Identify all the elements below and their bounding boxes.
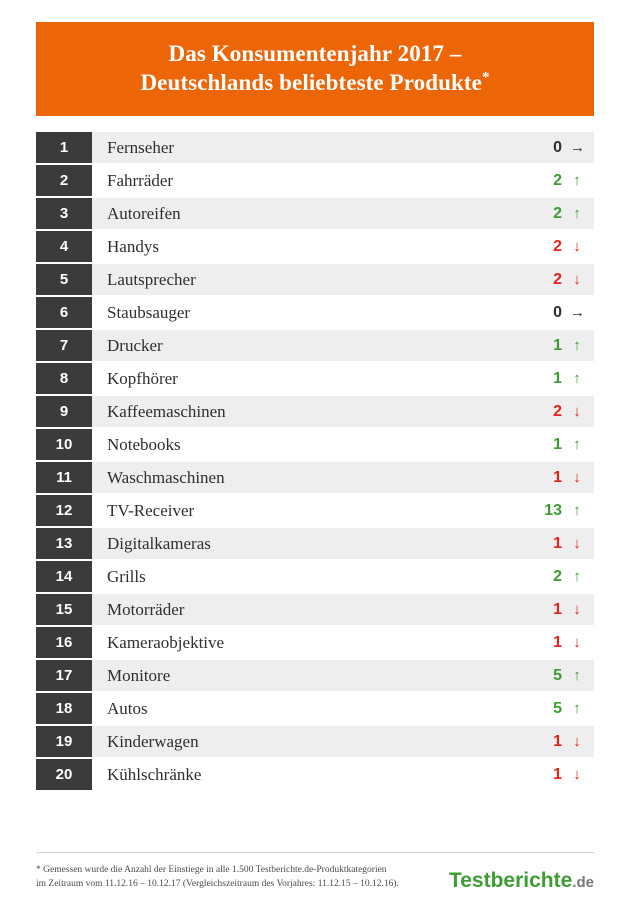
rank-badge: 14 bbox=[36, 561, 92, 592]
change-indicator bbox=[518, 429, 594, 460]
table-row bbox=[36, 132, 594, 163]
footnote-line-2: im Zeitraum vom 11.12.16 – 10.12.17 (Vergleichszeitraum des Vorjahres: 11.12.15 – 10.12.16). bbox=[36, 879, 399, 889]
change-indicator bbox=[518, 627, 594, 658]
table-row bbox=[36, 561, 594, 592]
arrow-up-icon: ↑ bbox=[573, 436, 581, 453]
arrow-up-icon: ↑ bbox=[573, 568, 581, 585]
header-title-text2: Deutschlands beliebteste Produkte bbox=[140, 70, 482, 95]
category-label: Kühlschränke bbox=[92, 759, 518, 790]
table-row bbox=[36, 660, 594, 691]
change-indicator bbox=[518, 660, 594, 691]
arrow-down-icon: ↓ bbox=[573, 469, 581, 486]
arrow-up-icon: ↑ bbox=[573, 502, 581, 519]
change-value: 2 bbox=[553, 402, 562, 420]
category-label: Digitalkameras bbox=[92, 528, 518, 559]
arrow-down-icon: ↓ bbox=[573, 271, 581, 288]
rank-badge: 13 bbox=[36, 528, 92, 559]
rank-badge: 2 bbox=[36, 165, 92, 196]
rank-badge: 3 bbox=[36, 198, 92, 229]
rank-badge: 8 bbox=[36, 363, 92, 394]
change-value: 1 bbox=[553, 633, 562, 651]
category-label: Staubsauger bbox=[92, 297, 518, 328]
change-indicator bbox=[518, 132, 594, 163]
table-row bbox=[36, 165, 594, 196]
table-row bbox=[36, 594, 594, 625]
rank-badge: 12 bbox=[36, 495, 92, 526]
table-row bbox=[36, 264, 594, 295]
infographic-page bbox=[0, 22, 630, 913]
arrow-up-icon: ↑ bbox=[573, 172, 581, 189]
arrow-up-icon: ↑ bbox=[573, 370, 581, 387]
table-row bbox=[36, 396, 594, 427]
change-value: 2 bbox=[553, 204, 562, 222]
change-indicator bbox=[518, 759, 594, 790]
category-label: Handys bbox=[92, 231, 518, 262]
change-indicator bbox=[518, 198, 594, 229]
table-row bbox=[36, 429, 594, 460]
table-row bbox=[36, 231, 594, 262]
change-value: 1 bbox=[553, 468, 562, 486]
change-indicator bbox=[518, 363, 594, 394]
arrow-right-icon: → bbox=[570, 304, 585, 321]
rank-badge: 1 bbox=[36, 132, 92, 163]
footer bbox=[36, 852, 594, 891]
category-label: Kameraobjektive bbox=[92, 627, 518, 658]
rank-badge: 9 bbox=[36, 396, 92, 427]
change-value: 5 bbox=[553, 666, 562, 684]
arrow-down-icon: ↓ bbox=[573, 733, 581, 750]
category-label: Notebooks bbox=[92, 429, 518, 460]
category-label: Autoreifen bbox=[92, 198, 518, 229]
table-row bbox=[36, 363, 594, 394]
rank-badge: 7 bbox=[36, 330, 92, 361]
change-value: 13 bbox=[544, 501, 562, 519]
change-value: 1 bbox=[553, 732, 562, 750]
category-label: Kaffeemaschinen bbox=[92, 396, 518, 427]
table-row bbox=[36, 297, 594, 328]
rank-badge: 16 bbox=[36, 627, 92, 658]
change-value: 2 bbox=[553, 567, 562, 585]
header-banner bbox=[36, 22, 594, 116]
brand-tld: .de bbox=[572, 874, 594, 891]
change-indicator bbox=[518, 165, 594, 196]
change-indicator bbox=[518, 528, 594, 559]
change-value: 2 bbox=[553, 171, 562, 189]
rank-badge: 5 bbox=[36, 264, 92, 295]
change-indicator bbox=[518, 297, 594, 328]
arrow-down-icon: ↓ bbox=[573, 766, 581, 783]
arrow-right-icon: → bbox=[570, 139, 585, 156]
change-value: 1 bbox=[553, 600, 562, 618]
rank-badge: 10 bbox=[36, 429, 92, 460]
table-row bbox=[36, 726, 594, 757]
category-label: TV-Receiver bbox=[92, 495, 518, 526]
change-indicator bbox=[518, 231, 594, 262]
change-indicator bbox=[518, 726, 594, 757]
change-indicator bbox=[518, 396, 594, 427]
rank-badge: 17 bbox=[36, 660, 92, 691]
arrow-down-icon: ↓ bbox=[573, 403, 581, 420]
table-row bbox=[36, 495, 594, 526]
change-value: 1 bbox=[553, 435, 562, 453]
arrow-down-icon: ↓ bbox=[573, 238, 581, 255]
rank-badge: 19 bbox=[36, 726, 92, 757]
table-row bbox=[36, 528, 594, 559]
change-value: 1 bbox=[553, 369, 562, 387]
table-row bbox=[36, 759, 594, 790]
category-label: Monitore bbox=[92, 660, 518, 691]
category-label: Kinderwagen bbox=[92, 726, 518, 757]
arrow-down-icon: ↓ bbox=[573, 634, 581, 651]
category-label: Motorräder bbox=[92, 594, 518, 625]
table-row bbox=[36, 330, 594, 361]
change-value: 5 bbox=[553, 699, 562, 717]
rank-badge: 11 bbox=[36, 462, 92, 493]
arrow-up-icon: ↑ bbox=[573, 337, 581, 354]
change-indicator bbox=[518, 495, 594, 526]
rank-badge: 18 bbox=[36, 693, 92, 724]
change-indicator bbox=[518, 462, 594, 493]
change-indicator bbox=[518, 561, 594, 592]
header-title-line1: Das Konsumentenjahr 2017 – bbox=[168, 41, 462, 66]
brand-name: Testberichte bbox=[448, 869, 573, 892]
brand-logo bbox=[449, 870, 594, 891]
rank-badge: 4 bbox=[36, 231, 92, 262]
change-value: 2 bbox=[553, 237, 562, 255]
arrow-up-icon: ↑ bbox=[573, 667, 581, 684]
change-value: 1 bbox=[553, 765, 562, 783]
category-label: Grills bbox=[92, 561, 518, 592]
change-indicator bbox=[518, 264, 594, 295]
footnote bbox=[36, 863, 399, 891]
change-indicator bbox=[518, 693, 594, 724]
change-value: 0 bbox=[553, 303, 562, 321]
category-label: Lautsprecher bbox=[92, 264, 518, 295]
category-label: Kopfhörer bbox=[92, 363, 518, 394]
change-indicator bbox=[518, 594, 594, 625]
rank-badge: 6 bbox=[36, 297, 92, 328]
table-row bbox=[36, 627, 594, 658]
table-row bbox=[36, 198, 594, 229]
header-asterisk: * bbox=[481, 69, 490, 86]
category-label: Fahrräder bbox=[92, 165, 518, 196]
arrow-down-icon: ↓ bbox=[573, 601, 581, 618]
category-label: Autos bbox=[92, 693, 518, 724]
arrow-up-icon: ↑ bbox=[573, 700, 581, 717]
table-row bbox=[36, 462, 594, 493]
header-title-line2 bbox=[46, 68, 584, 97]
rank-badge: 15 bbox=[36, 594, 92, 625]
arrow-down-icon: ↓ bbox=[573, 535, 581, 552]
rank-badge: 20 bbox=[36, 759, 92, 790]
change-value: 0 bbox=[553, 138, 562, 156]
arrow-up-icon: ↑ bbox=[573, 205, 581, 222]
category-label: Waschmaschinen bbox=[92, 462, 518, 493]
table-row bbox=[36, 693, 594, 724]
change-indicator bbox=[518, 330, 594, 361]
change-value: 2 bbox=[553, 270, 562, 288]
category-label: Fernseher bbox=[92, 132, 518, 163]
ranking-list bbox=[36, 132, 594, 790]
change-value: 1 bbox=[553, 534, 562, 552]
category-label: Drucker bbox=[92, 330, 518, 361]
footnote-line-1: * Gemessen wurde die Anzahl der Einstiege in alle 1.500 Testberichte.de-Produktkategorien bbox=[36, 865, 387, 875]
change-value: 1 bbox=[553, 336, 562, 354]
